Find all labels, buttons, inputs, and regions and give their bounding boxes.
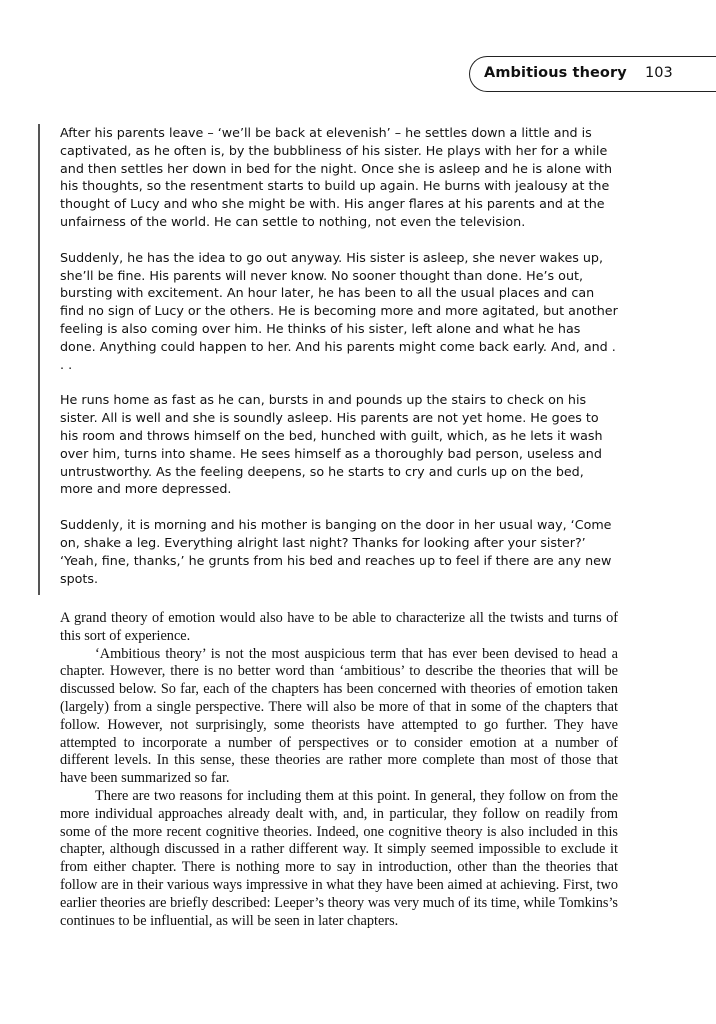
running-title: Ambitious theory [484, 65, 627, 81]
page-number: 103 [645, 65, 673, 81]
body-paragraph: ‘Ambitious theory’ is not the most auspicious term that has ever been devised to head a chapter. However, there is no better word than ‘ambitious’ to describe the theories that will be discussed below. So far, each of the chapters has been concerned with theories of emotion taken (largely) from a single perspective. There will also be more of that in some of the chapters that follow. However, not surprisingly, some theorists have attempted to go further. They have attempted to incorporate a number of perspectives or to consider emotion at a number of different levels. In this sense, these theories are rather more complete than most of those that have been summarized so far. [60, 645, 618, 787]
vignette-paragraph: He runs home as fast as he can, bursts in and pounds up the stairs to check on his sister. All is well and she is soundly asleep. His parents are not yet home. He goes to his room and throws himself on the bed, hunched with guilt, which, as he lets it wash over him, turns into shame. He sees himself as a thoroughly bad person, useless and untrustworthy. As the feeling deepens, so he starts to cry and curls up on the bed, more and more depressed. [60, 392, 603, 497]
body-text [60, 610, 618, 930]
body-paragraph: There are two reasons for including them at this point. In general, they follow on from the more individual approaches already dealt with, and, in particular, they follow on readily from some of the more recent cognitive theories. Indeed, one cognitive theory is also included in this chapter, although discussed in a rather different way. It simply seemed impossible to exclude it from either chapter. There is nothing more to say in introduction, other than the theories that follow are in their various ways impressive in what they have been aimed at achieving. First, two earlier theories are briefly described: Leeper’s theory was very much of its time, while Tomkins’s continues to be influential, as will be seen in later chapters. [60, 787, 618, 929]
vignette-paragraph: After his parents leave – ‘we’ll be back at elevenish’ – he settles down a little and is captivated, as he often is, by the bubbliness of his sister. He plays with her for a while and then settles her down in bed for the night. Once she is asleep and he is alone with his thoughts, so the resentment starts to build up again. He burns with jealousy at the thought of Lucy and who she might be with. His anger flares at his parents and at the unfairness of the world. He can settle to nothing, not even the television. [60, 125, 612, 229]
case-vignette [60, 124, 620, 605]
vignette-margin-rule [38, 124, 40, 595]
body-paragraph: A grand theory of emotion would also have to be able to characterize all the twists and turns of this sort of experience. [60, 610, 618, 644]
vignette-paragraph: Suddenly, he has the idea to go out anyway. His sister is asleep, she never wakes up, she’ll be fine. His parents will never know. No sooner thought than done. He’s out, bursting with excitement. An hour later, he has been to all the usual places and can find no sign of Lucy or the others. He is becoming more and more agitated, but another feeling is also coming over him. He thinks of his sister, left alone and what he has done. Anything could happen to her. And his parents might come back early. And, and . . . [60, 249, 618, 372]
vignette-paragraph: Suddenly, it is morning and his mother is banging on the door in her usual way, ‘Come on, shake a leg. Everything alright last night? Thanks for looking after your sister?’ ‘Yeah, fine, thanks,’ he grunts from his bed and reaches up to feel if there are any new spots. [60, 517, 612, 586]
